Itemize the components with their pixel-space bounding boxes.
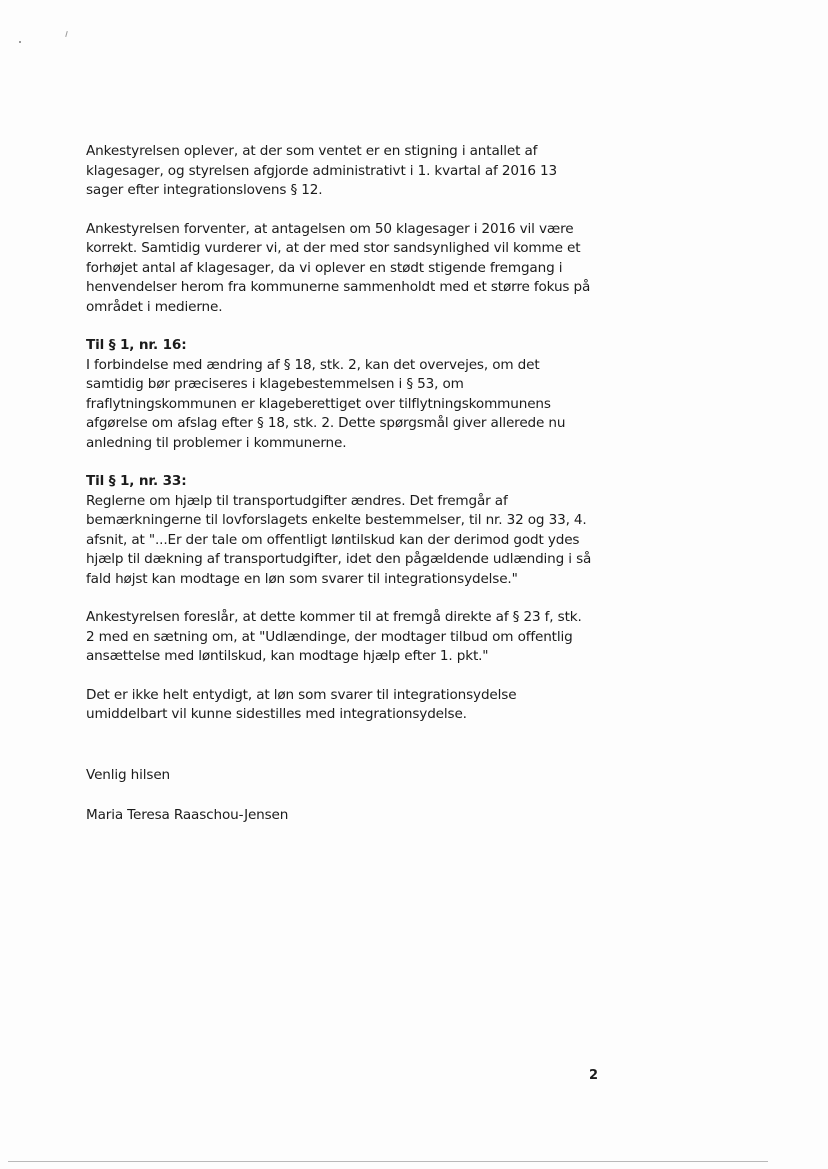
paragraph bbox=[86, 142, 631, 201]
text-line: samtidig bør præciseres i klagebestemmelsen i § 53, om bbox=[86, 376, 464, 392]
section-paragraph bbox=[86, 336, 631, 453]
scan-speck bbox=[65, 31, 68, 37]
paragraph bbox=[86, 608, 631, 667]
text-line: anledning til problemer i kommunerne. bbox=[86, 434, 347, 451]
text-line: 2 med en sætning om, at "Udlændinge, der modtager tilbud om offentlig bbox=[86, 628, 573, 645]
paragraph bbox=[86, 220, 631, 318]
page-number: 2 bbox=[589, 1068, 599, 1083]
text-line: afgørelse om afslag efter § 18, stk. 2. Dette spørgsmål giver allerede nu bbox=[86, 415, 566, 431]
bottom-scan-edge bbox=[8, 1161, 768, 1162]
text-line: sager efter integrationslovens § 12. bbox=[86, 182, 323, 198]
section-heading: Til § 1, nr. 33: bbox=[86, 473, 187, 489]
text-line: umiddelbart vil kunne sidestilles med integrationsydelse. bbox=[86, 706, 467, 722]
signature-name: Maria Teresa Raaschou-Jensen bbox=[86, 807, 289, 823]
section-paragraph bbox=[86, 472, 631, 589]
text-line: I forbindelse med ændring af § 18, stk. 2, kan det overvejes, om det bbox=[86, 356, 540, 373]
text-line: bemærkningerne til lovforslagets enkelte bestemmelser, til nr. 32 og 33, 4. bbox=[86, 512, 587, 528]
paragraph bbox=[86, 686, 631, 725]
text-line: Reglerne om hjælp til transportudgifter ændres. Det fremgår af bbox=[86, 492, 508, 509]
text-line: forhøjet antal af klagesager, da vi oplever en stødt stigende fremgang i bbox=[86, 259, 563, 276]
text-line: henvendelser herom fra kommunerne sammenholdt med et større fokus på bbox=[86, 279, 591, 295]
text-line: fald højst kan modtage en løn som svarer til integrationsydelse." bbox=[86, 570, 518, 587]
scan-speck bbox=[19, 41, 21, 43]
text-line: hjælp til dækning af transportudgifter, idet den pågældende udlænding i så bbox=[86, 551, 592, 567]
text-line: Ankestyrelsen forventer, at antagelsen om 50 klagesager i 2016 vil være bbox=[86, 220, 574, 237]
text-line: klagesager, og styrelsen afgjorde administrativt i 1. kvartal af 2016 13 bbox=[86, 162, 557, 179]
letter-body bbox=[86, 142, 631, 744]
closing-salutation: Venlig hilsen bbox=[86, 767, 171, 783]
text-line: Det er ikke helt entydigt, at løn som svarer til integrationsydelse bbox=[86, 686, 517, 703]
text-line: fraflytningskommunen er klageberettiget over tilflytningskommunens bbox=[86, 395, 551, 412]
text-line: Ankestyrelsen foreslår, at dette kommer til at fremgå direkte af § 23 f, stk. bbox=[86, 609, 582, 625]
text-line: ansættelse med løntilskud, kan modtage hjælp efter 1. pkt." bbox=[86, 648, 489, 664]
text-line: området i medierne. bbox=[86, 298, 223, 315]
text-line: afsnit, at "...Er der tale om offentligt løntilskud kan der derimod godt ydes bbox=[86, 531, 580, 548]
section-heading: Til § 1, nr. 16: bbox=[86, 337, 187, 353]
text-line: Ankestyrelsen oplever, at der som ventet er en stigning i antallet af bbox=[86, 143, 538, 159]
text-line: korrekt. Samtidig vurderer vi, at der med stor sandsynlighed vil komme et bbox=[86, 240, 581, 256]
